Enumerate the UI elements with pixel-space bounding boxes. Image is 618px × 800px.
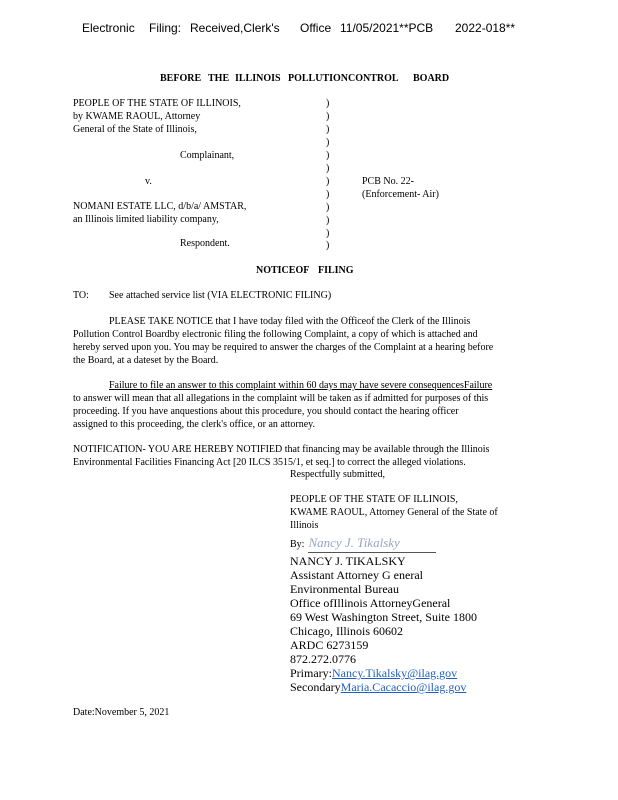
case-type: (Enforcement- Air)	[362, 189, 439, 200]
attorney-phone: 872.272.0776	[290, 652, 356, 666]
secondary-label: Secondary	[290, 680, 341, 694]
party-line: KWAME RAOUL, Attorney General of the State of	[290, 507, 498, 518]
secondary-email-line	[290, 680, 466, 694]
stamp-filing: Filing:	[149, 21, 182, 35]
case-number: PCB No. 22-	[362, 176, 414, 187]
board-word-before: BEFORE	[160, 73, 202, 84]
secondary-email-link[interactable]: Maria.Cacaccio@ilag.gov	[340, 680, 467, 694]
party-line: Illinois	[290, 520, 319, 531]
primary-email-line	[290, 666, 457, 680]
by-label: By:	[290, 539, 305, 550]
plaintiff-line-1: PEOPLE OF THE STATE OF ILLINOIS,	[73, 98, 241, 109]
plaintiff-line-2: by KWAME RAOUL, Attorney	[73, 111, 201, 122]
date-label: Date:	[73, 707, 95, 718]
paren: )	[326, 202, 330, 213]
paren: )	[326, 240, 330, 251]
stamp-date-pcb: 11/05/2021**PCB	[340, 21, 434, 35]
board-word-pollution-control: POLLUTIONCONTROL	[288, 73, 399, 84]
notification-line: NOTIFICATION- YOU ARE HEREBY NOTIFIED that financing may be available through the Illinois	[73, 444, 490, 455]
paragraph-line: the Board, at a dateset by the Board.	[73, 355, 219, 366]
paren: )	[326, 124, 330, 135]
attorney-street: 69 West Washington Street, Suite 1800	[290, 610, 477, 624]
paren: )	[326, 189, 330, 200]
attorney-bureau: Environmental Bureau	[290, 582, 399, 596]
title-filing: FILING	[318, 265, 354, 276]
date-value: November 5, 2021	[94, 707, 170, 718]
attorney-name: NANCY J. TIKALSKY	[290, 554, 406, 568]
party-line: PEOPLE OF THE STATE OF ILLINOIS,	[290, 494, 458, 505]
paragraph-line: hereby served upon you. You may be required to answer the charges of the Complaint at a hearing before	[73, 342, 494, 353]
paren: )	[326, 111, 330, 122]
to-service-list: See attached service list (VIA ELECTRONIC FILING)	[109, 290, 332, 301]
date-line	[73, 707, 169, 719]
defendant-line-2: an Illinois limited liability company,	[73, 214, 219, 225]
paragraph-line: proceeding. If you have anquestions about this procedure, you should contact the hearing officer	[73, 406, 459, 417]
paren: )	[326, 215, 330, 226]
stamp-office: Office	[300, 21, 332, 35]
paragraph-line: PLEASE TAKE NOTICE that I have today filed with the Officeof the Clerk of the Illinois	[109, 316, 471, 327]
notification-line: Environmental Facilities Financing Act [20 ILCS 3515/1, et seq.] to correct the alleged violations.	[73, 457, 466, 468]
primary-label: Primary:	[290, 666, 332, 680]
paren: )	[326, 163, 330, 174]
warning-underlined: Failure to file an answer to this complaint within 60 days may have severe consequencesFailure	[109, 380, 493, 391]
board-word-board: BOARD	[413, 73, 450, 84]
closing: Respectfully submitted,	[290, 469, 385, 480]
to-label: TO:	[73, 290, 89, 301]
defendant-line-1: NOMANI ESTATE LLC, d/b/a/ AMSTAR,	[73, 201, 247, 212]
stamp-received: Received,Clerk's	[190, 21, 280, 35]
attorney-city: Chicago, Illinois 60602	[290, 624, 403, 638]
paragraph-line: to answer will mean that all allegations in the complaint will be taken as if admitted for purposes of this	[73, 393, 489, 404]
paren: )	[326, 98, 330, 109]
paren: )	[326, 228, 330, 239]
title-notice-of: NOTICEOF	[256, 265, 310, 276]
stamp-electronic: Electronic	[82, 21, 135, 35]
respondent-label: Respondent.	[180, 238, 230, 249]
paragraph-line: Pollution Control Boardby electronic filing the following Complaint, a copy of which is attached and	[73, 329, 478, 340]
signature-line	[290, 534, 436, 553]
stamp-case-number: 2022-018**	[455, 21, 516, 35]
primary-email-link[interactable]: Nancy.Tikalsky@ilag.gov	[332, 666, 458, 680]
attorney-title: Assistant Attorney G eneral	[290, 568, 423, 582]
paren: )	[326, 176, 330, 187]
attorney-ardc: ARDC 6273159	[290, 638, 369, 652]
board-word-the: THE	[208, 73, 230, 84]
paren: )	[326, 150, 330, 161]
board-word-illinois: ILLINOIS	[235, 73, 281, 84]
paren: )	[326, 137, 330, 148]
paragraph-line: assigned to this proceeding, the clerk's office, or an attorney.	[73, 419, 316, 430]
plaintiff-line-3: General of the State of Illinois,	[73, 124, 197, 135]
versus-label: v.	[145, 176, 152, 187]
handwritten-signature: Nancy J. Tikalsky	[308, 535, 400, 550]
attorney-office: Office ofIllinois AttorneyGeneral	[290, 596, 451, 610]
complainant-label: Complainant,	[180, 150, 235, 161]
